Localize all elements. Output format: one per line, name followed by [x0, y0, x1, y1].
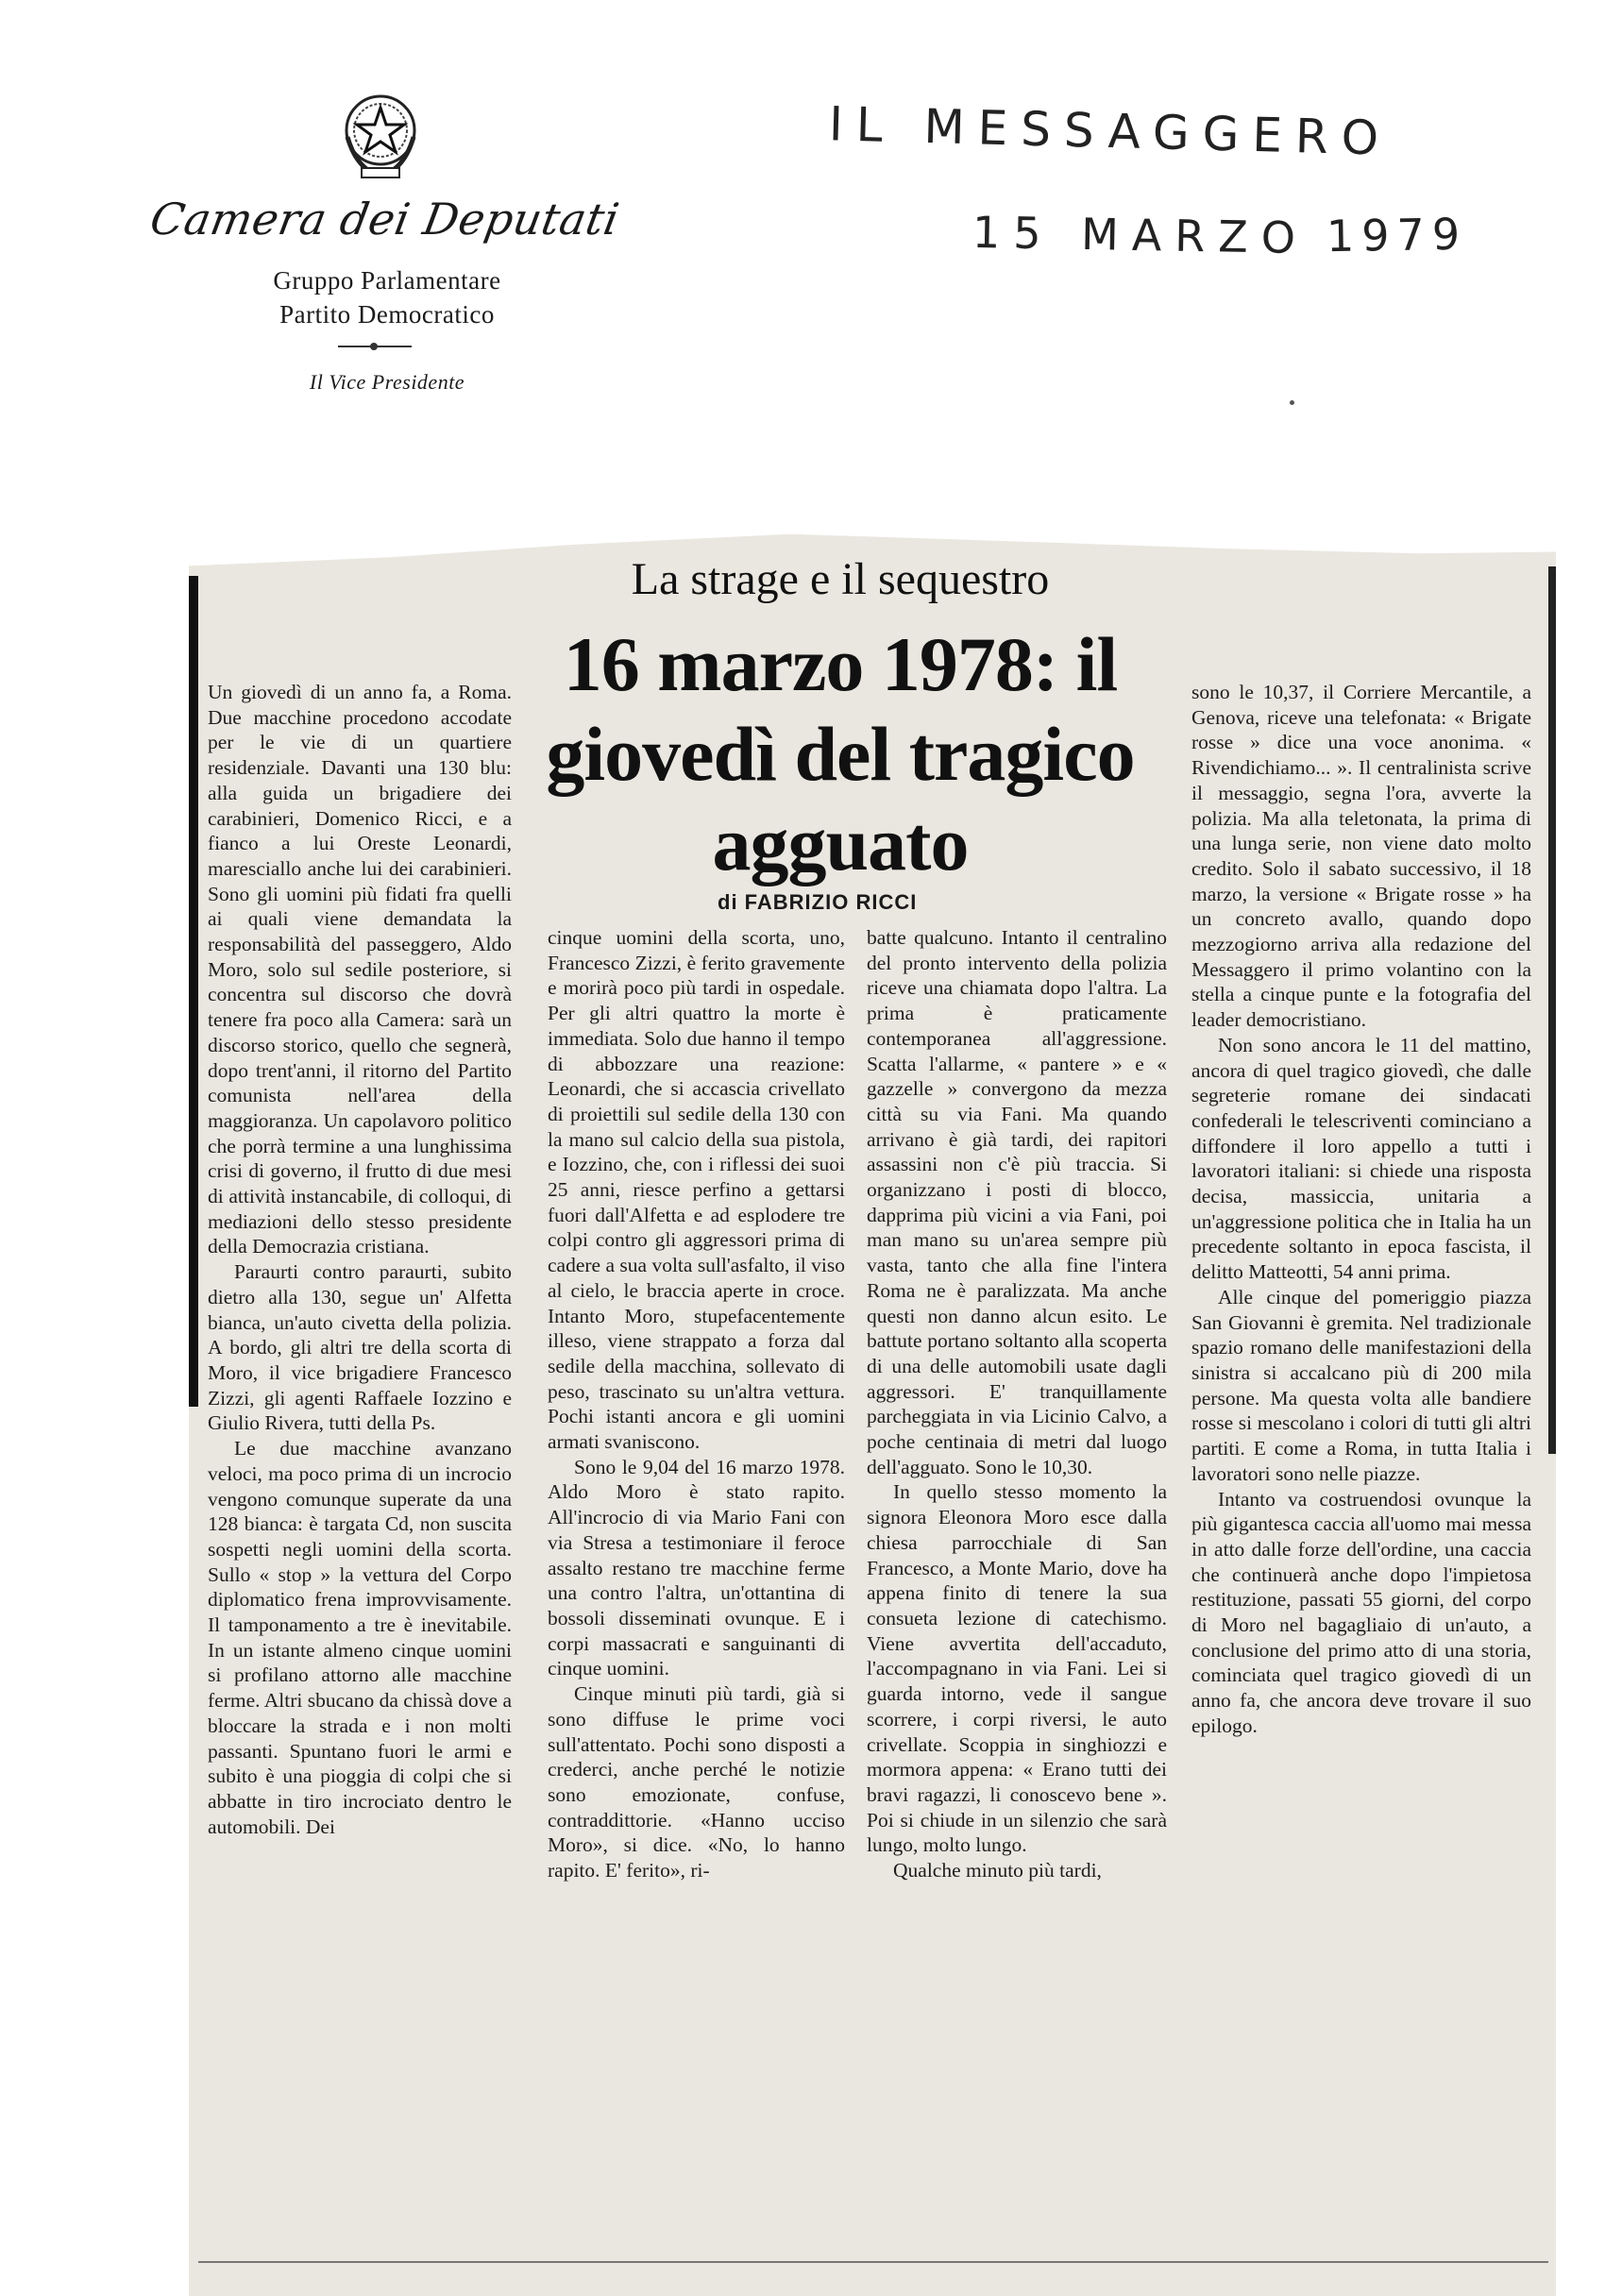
- article-column-3: [867, 925, 1167, 1883]
- article-column-4: [1191, 680, 1531, 1739]
- group-line-1: Gruppo Parlamentare: [273, 266, 501, 295]
- paragraph: Le due macchine avanzano veloci, ma poco prima di un incrocio vengono comunque superate da una 128 bianca: è targata Cd, non suscita sospetti negli uomini della scorta. Sullo « stop » la vettura del Corpo diplomatico frena improvvisamente. Il tamponamento a tre è inevitabile. In un istante almeno cinque uomini si profilano attorno alle macchine ferme. Altri sbucano da chissà dove a bloccare la strada e i non molti passanti. Spuntano fuori le armi e subito è una pioggia di colpi che si abbatte in tiro incrociato dentro le automobili. Dei: [208, 1437, 512, 1838]
- article-byline: di FABRIZIO RICCI: [718, 890, 918, 914]
- clipping-left-edge: [189, 576, 198, 1407]
- handwritten-date: 15 MARZO: [971, 206, 1309, 264]
- group-line-2: Partito Democratico: [279, 300, 495, 329]
- clipping-right-edge: [1548, 566, 1556, 1454]
- paragraph: Cinque minuti più tardi, già si sono diffuse le prime voci sull'attentato. Pochi sono disposti a crederci, anche perché le notizie sono emozionate, confuse, contraddittorie. «Hanno ucciso Moro», si dice. «No, lo hanno rapito. E' ferito», ri-: [548, 1682, 845, 1882]
- clipping-bottom-edge: [198, 2261, 1548, 2263]
- paragraph: batte qualcuno. Intanto il centralino del pronto intervento della polizia riceve una chiamata dopo l'altra. La prima è praticamente contemporanea all'aggressione. Scatta l'allarme, « pantere » e « gazzelle » convergono da mezza città su via Fani. Ma quando arrivano è già tardi, dei rapitori assassini non c'è più traccia. Si organizzano i posti di blocco, dapprima più vicini a via Fani, poi man mano su un'area sempre più vasta, tanto che alla fine l'intera Roma ne è paralizzata. Ma anche questi non danno alcun esito. Le battute portano soltanto alla scoperta di una delle automobili usate dagli aggressori. E' tranquillamente parcheggiata in via Licinio Calvo, a poche centinaia di metri dal luogo dell'agguato. Sono le 10,30.: [867, 926, 1167, 1478]
- paragraph: sono le 10,37, il Corriere Mercantile, a Genova, riceve una telefonata: « Brigate rosse » dice una voce anonima. « Rivendichiamo... ». Il centralinista scrive il messaggio, segna l'ora, avverte la polizia. Ma alla teletonata, la prima di una lunga serie, non viene dato molto credito. Solo il sabato successivo, il 18 marzo, la versione « Brigate rosse » ha un concreto avallo, quando dopo mezzogiorno arriva alla redazione del Messaggero il primo volantino con la stella a cinque punte e la fotografia del leader democristiano.: [1191, 681, 1531, 1032]
- letterhead-divider-dot: [370, 343, 378, 350]
- paragraph: Intanto va costruendosi ovunque la più gigantesca caccia all'uomo mai messa in atto dalle forze dell'ordine, una caccia che continuerà anche dopo l'impietosa restituzione, passati 55 giorni, del corpo di Moro nel bagagliaio di un'auto, a conclusione del primo atto di una storia, cominciata quel tragico giovedì di un anno fa, che ancora deve trovare il suo epilogo.: [1191, 1487, 1531, 1737]
- article-headline: 16 marzo 1978: il giovedì del tragico agguato: [546, 621, 1135, 886]
- institution-name: Camera dei Deputati: [146, 194, 624, 245]
- paragraph: Qualche minuto più tardi,: [893, 1859, 1102, 1882]
- italian-republic-emblem-icon: [338, 85, 423, 184]
- paragraph: Alle cinque del pomeriggio piazza San Giovanni è gremita. Nel tradizionale spazio romano delle manifestazioni della sinistra si accalcano più di 200 mila persone. Ma questa volta alle bandiere rosse si mescolano i colori di tutti gli altri partiti. E come a Roma, in tutta Italia i lavoratori sono nelle piazze.: [1191, 1285, 1531, 1485]
- role-title: Il Vice Presidente: [309, 370, 465, 394]
- article-column-1: [208, 680, 512, 1839]
- paper-speck: [1290, 400, 1294, 405]
- article-kicker: La strage e il sequestro: [631, 554, 1050, 604]
- article-column-2: [548, 925, 845, 1883]
- handwritten-year: 1979: [1326, 208, 1468, 262]
- paragraph: cinque uomini della scorta, uno, Francesco Zizzi, è ferito gravemente e morirà poco più tardi in ospedale. Per gli altri quattro la morte è immediata. Solo due hanno il tempo di abbozzare una reazione: Leonardi, che si accascia crivellato di proiettili sul sedile della 130 con la mano sul calcio della sua pistola, e Iozzino, che, con i riflessi dei suoi 25 anni, riesce perfino a gettarsi fuori dall'Alfetta e ad esplodere tre colpi contro gli aggressori prima di cadere a sua volta sull'asfalto, il viso al cielo, le braccia aperte in croce. Intanto Moro, stupefacentemente illeso, viene strappato a forza dal sedile della macchina, sollevato di peso, trascinato su un'altra vettura. Pochi istanti ancora e gli uomini armati svaniscono.: [548, 926, 845, 1454]
- paragraph: Sono le 9,04 del 16 marzo 1978. Aldo Moro è stato rapito. All'incrocio di via Mario Fani con via Stresa a testimoniare il feroce assalto restano tre macchine ferme una contro l'altra, un'ottantina di bossoli disseminati ovunque. E i corpi massacrati e sanguinanti di cinque uomini.: [548, 1455, 845, 1680]
- paragraph: Un giovedì di un anno fa, a Roma. Due macchine procedono accodate per le vie di un quartiere residenziale. Davanti una 130 blu: alla guida un brigadiere dei carabinieri, Domenico Ricci, e a fianco a lui Oreste Leonardi, maresciallo anche lui dei carabinieri. Sono gli uomini più fidati fra quelli ai quali viene demandata la responsabilità del passeggero, Aldo Moro, solo sul sedile posteriore, si concentra sul discorso che dovrà tenere fra poco alla Camera: sarà un discorso storico, quello che segnerà, dopo trent'anni, il ritorno del Partito comunista nell'area della maggioranza. Un capolavoro politico che porrà termine a una lunghissima crisi di governo, il frutto di due mesi di attività instancabile, di colloqui, di mediazioni dello stesso presidente della Democrazia cristiana.: [208, 681, 512, 1258]
- handwritten-newspaper-name: IL MESSAGGERO: [828, 96, 1393, 166]
- paragraph: Non sono ancora le 11 del mattino, ancora di quel tragico giovedì, che dalle segreterie romane dei sindacati confederali le telescriventi cominciano a diffondere il loro appello a tutti i lavoratori italiani: si chiede una risposta decisa, massiccia, unitaria a un'aggressione politica che in Italia ha un precedente soltanto in epoca fascista, il delitto Matteotti, 54 anni prima.: [1191, 1033, 1531, 1284]
- paragraph: Paraurti contro paraurti, subito dietro alla 130, segue un' Alfetta bianca, un'auto civetta della polizia. A bordo, gli altri tre della scorta di Moro, il vice brigadiere Francesco Zizzi, gli agenti Raffaele Iozzino e Giulio Rivera, tutti della Ps.: [208, 1260, 512, 1435]
- paragraph: In quello stesso momento la signora Eleonora Moro esce dalla chiesa parrocchiale di San Francesco, a Monte Mario, dove ha appena finito di tenere la sua consueta lezione di catechismo. Viene avvertita dell'accaduto, l'accompagnano in via Fani. Lei si guarda intorno, vede il sangue scorrere, i corpi riversi, le auto crivellate. Scoppia in singhiozzi e mormora appena: « Erano tutti dei bravi ragazzi, li conoscevo bene ». Poi si chiude in un silenzio che sarà lungo, molto lungo.: [867, 1480, 1167, 1857]
